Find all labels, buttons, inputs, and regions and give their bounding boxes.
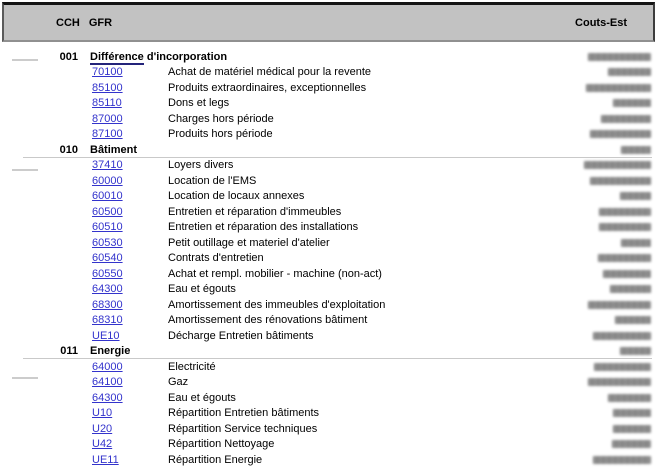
account-description: Eau et égouts [168, 283, 236, 296]
gfr-cell [92, 190, 154, 202]
account-description: Petit outillage et materiel d'atelier [168, 236, 330, 249]
gfr-cell [92, 454, 154, 466]
left-edge-dash [12, 59, 38, 61]
cost-cell [601, 115, 651, 123]
gfr-cell [92, 376, 154, 388]
gfr-code-link[interactable]: 60550 [92, 267, 123, 280]
cost-cell [613, 409, 651, 417]
section-code: 010 [59, 143, 78, 156]
cost-cell [610, 285, 651, 293]
cost-cell [599, 223, 651, 231]
gfr-cell [92, 330, 154, 342]
gfr-code-link[interactable]: 85110 [92, 97, 122, 110]
gfr-cell [92, 407, 154, 419]
gfr-code-link[interactable]: 60000 [92, 174, 123, 187]
gfr-cell [92, 237, 154, 249]
account-row [0, 359, 659, 375]
account-description: Electricité [168, 360, 216, 373]
gfr-cell [92, 66, 154, 78]
cost-value-redacted [608, 394, 651, 402]
cost-cell [621, 239, 651, 247]
gfr-code-link[interactable]: UE11 [92, 453, 119, 466]
cost-cell [594, 363, 651, 371]
cost-value-redacted [615, 316, 651, 324]
gfr-code-link[interactable]: 60010 [92, 190, 123, 203]
cost-value-redacted [598, 254, 651, 262]
account-row [0, 390, 659, 406]
cost-value-redacted [621, 146, 651, 154]
gfr-code-link[interactable]: 68300 [92, 298, 123, 311]
account-description: Produits extraordinaires, exceptionnelles [168, 81, 367, 94]
gfr-cell [92, 221, 154, 233]
account-description: Location de locaux annexes [168, 190, 305, 203]
cost-cell [608, 68, 651, 76]
cost-value-redacted [620, 192, 651, 200]
account-description: Produits hors période [168, 128, 273, 141]
account-row [0, 65, 659, 81]
gfr-cell [92, 392, 154, 404]
cost-value-redacted [620, 347, 651, 355]
column-header-couts-est: Couts-Est [575, 16, 627, 29]
cost-cell [599, 208, 651, 216]
section-cost-cell [588, 53, 651, 61]
gfr-code-link[interactable]: 64300 [92, 283, 123, 296]
cost-cell [590, 177, 651, 185]
gfr-cell [92, 423, 154, 435]
cost-value-redacted [599, 223, 651, 231]
section-cost-cell [620, 347, 651, 355]
gfr-cell [92, 299, 154, 311]
cost-cell [593, 332, 651, 340]
gfr-cell [92, 314, 154, 326]
cost-cell [593, 456, 651, 464]
account-row [0, 127, 659, 143]
account-description: Amortissement des immeubles d'exploitation [168, 298, 386, 311]
section-title-first-word: Différence [90, 50, 144, 63]
section-code: 011 [60, 345, 78, 358]
account-row [0, 173, 659, 189]
column-header-gfr: GFR [88, 16, 113, 29]
account-description: Répartition Nettoyage [168, 438, 275, 451]
gfr-cell [92, 206, 154, 218]
left-edge-dash [12, 377, 38, 379]
account-row [0, 375, 659, 391]
gfr-cell [92, 283, 154, 295]
gfr-code-link[interactable]: 60510 [92, 221, 123, 234]
gfr-cell [92, 361, 154, 373]
cost-cell [588, 378, 651, 386]
cost-cell [598, 254, 651, 262]
gfr-code-link[interactable]: 37410 [92, 159, 123, 172]
section-row [0, 344, 659, 360]
gfr-cell [92, 159, 154, 171]
gfr-code-link[interactable]: 60500 [92, 205, 123, 218]
gfr-code-link[interactable]: 60530 [92, 236, 123, 249]
account-row [0, 96, 659, 112]
gfr-cell [92, 97, 154, 109]
account-description: Décharge Entretien bâtiments [168, 329, 314, 342]
account-description: Achat de matériel médical pour la revente [168, 66, 371, 79]
account-row [0, 220, 659, 236]
account-description: Amortissement des rénovations bâtiment [168, 314, 368, 327]
section-cost-cell [621, 146, 651, 154]
cost-value-redacted [610, 285, 651, 293]
cost-cell [615, 316, 651, 324]
gfr-code-link[interactable]: 64100 [92, 376, 123, 389]
cost-value-redacted [613, 409, 651, 417]
account-row [0, 111, 659, 127]
section-title: Bâtiment [90, 143, 138, 156]
gfr-cell [92, 252, 154, 264]
section-row [0, 142, 659, 158]
cost-value-redacted [612, 440, 651, 448]
gfr-code-link[interactable]: 70100 [92, 66, 123, 79]
account-description: Répartition Energie [168, 453, 263, 466]
gfr-code-link[interactable]: 60540 [92, 252, 123, 265]
cost-cell [603, 270, 651, 278]
left-edge-dash [12, 169, 38, 171]
gfr-code-link[interactable]: 64300 [92, 391, 123, 404]
account-row [0, 297, 659, 313]
account-row [0, 158, 659, 174]
account-description: Entretien et réparation d'immeubles [168, 205, 342, 218]
account-row [0, 421, 659, 437]
cost-value-redacted [588, 378, 651, 386]
gfr-code-link[interactable]: UE10 [92, 329, 120, 342]
gfr-cell [92, 113, 154, 125]
account-row [0, 437, 659, 453]
section-title: Energie [90, 345, 131, 358]
cost-value-redacted [613, 99, 651, 107]
gfr-code-link[interactable]: 68310 [92, 314, 123, 327]
cost-value-redacted [588, 53, 651, 61]
gfr-cell [92, 82, 154, 94]
cost-value-redacted [584, 161, 651, 169]
account-description: Contrats d'entretien [168, 252, 264, 265]
account-description: Dons et legs [168, 97, 230, 110]
gfr-code-link[interactable]: 87000 [92, 112, 123, 125]
cost-value-redacted [593, 456, 651, 464]
cost-value-redacted [613, 425, 651, 433]
gfr-code-link[interactable]: 64000 [92, 360, 123, 373]
cost-value-redacted [608, 68, 651, 76]
cost-cell [590, 130, 651, 138]
account-description: Eau et égouts [168, 391, 236, 404]
cost-cell [620, 192, 651, 200]
account-row [0, 282, 659, 298]
cost-cell [613, 425, 651, 433]
gfr-code-link[interactable]: U10 [92, 407, 113, 420]
gfr-cell [92, 128, 154, 140]
account-row [0, 328, 659, 344]
gfr-cell [92, 438, 154, 450]
cost-cell [588, 301, 651, 309]
cost-value-redacted [621, 239, 651, 247]
gfr-code-link[interactable]: U42 [92, 438, 113, 451]
account-description: Achat et rempl. mobilier - machine (non-act) [168, 267, 382, 280]
table-body [0, 45, 659, 468]
account-row [0, 189, 659, 205]
column-header-cch: CCH [56, 16, 80, 29]
cost-value-redacted [586, 84, 651, 92]
account-row [0, 80, 659, 96]
account-row [0, 204, 659, 220]
account-row [0, 266, 659, 282]
account-description: Gaz [168, 376, 189, 389]
account-row [0, 235, 659, 251]
cost-value-redacted [590, 177, 651, 185]
account-row [0, 251, 659, 267]
section-row [0, 49, 659, 65]
account-row [0, 452, 659, 468]
cost-value-redacted [599, 208, 651, 216]
cost-cell [608, 394, 651, 402]
cost-value-redacted [588, 301, 651, 309]
cost-cell [586, 84, 651, 92]
gfr-cell [92, 175, 154, 187]
gfr-code-link[interactable]: 87100 [92, 128, 123, 141]
cost-value-redacted [603, 270, 651, 278]
cost-value-redacted [601, 115, 651, 123]
account-row [0, 406, 659, 422]
gfr-code-link[interactable]: U20 [92, 422, 113, 435]
account-description: Location de l'EMS [168, 174, 257, 187]
gfr-cell [92, 268, 154, 280]
table-header-row [2, 2, 655, 42]
section-title: Différence d'incorporation [90, 50, 228, 63]
cost-value-redacted [594, 363, 651, 371]
account-description: Répartition Entretien bâtiments [168, 407, 320, 420]
cost-value-redacted [593, 332, 651, 340]
cost-cell [612, 440, 651, 448]
account-description: Entretien et réparation des installations [168, 221, 359, 234]
cost-cell [584, 161, 651, 169]
account-description: Répartition Service techniques [168, 422, 318, 435]
account-row [0, 313, 659, 329]
account-description: Charges hors période [168, 112, 274, 125]
account-description: Loyers divers [168, 159, 234, 172]
cost-value-redacted [590, 130, 651, 138]
cost-cell [613, 99, 651, 107]
section-code: 001 [59, 50, 78, 63]
gfr-code-link[interactable]: 85100 [92, 81, 123, 94]
